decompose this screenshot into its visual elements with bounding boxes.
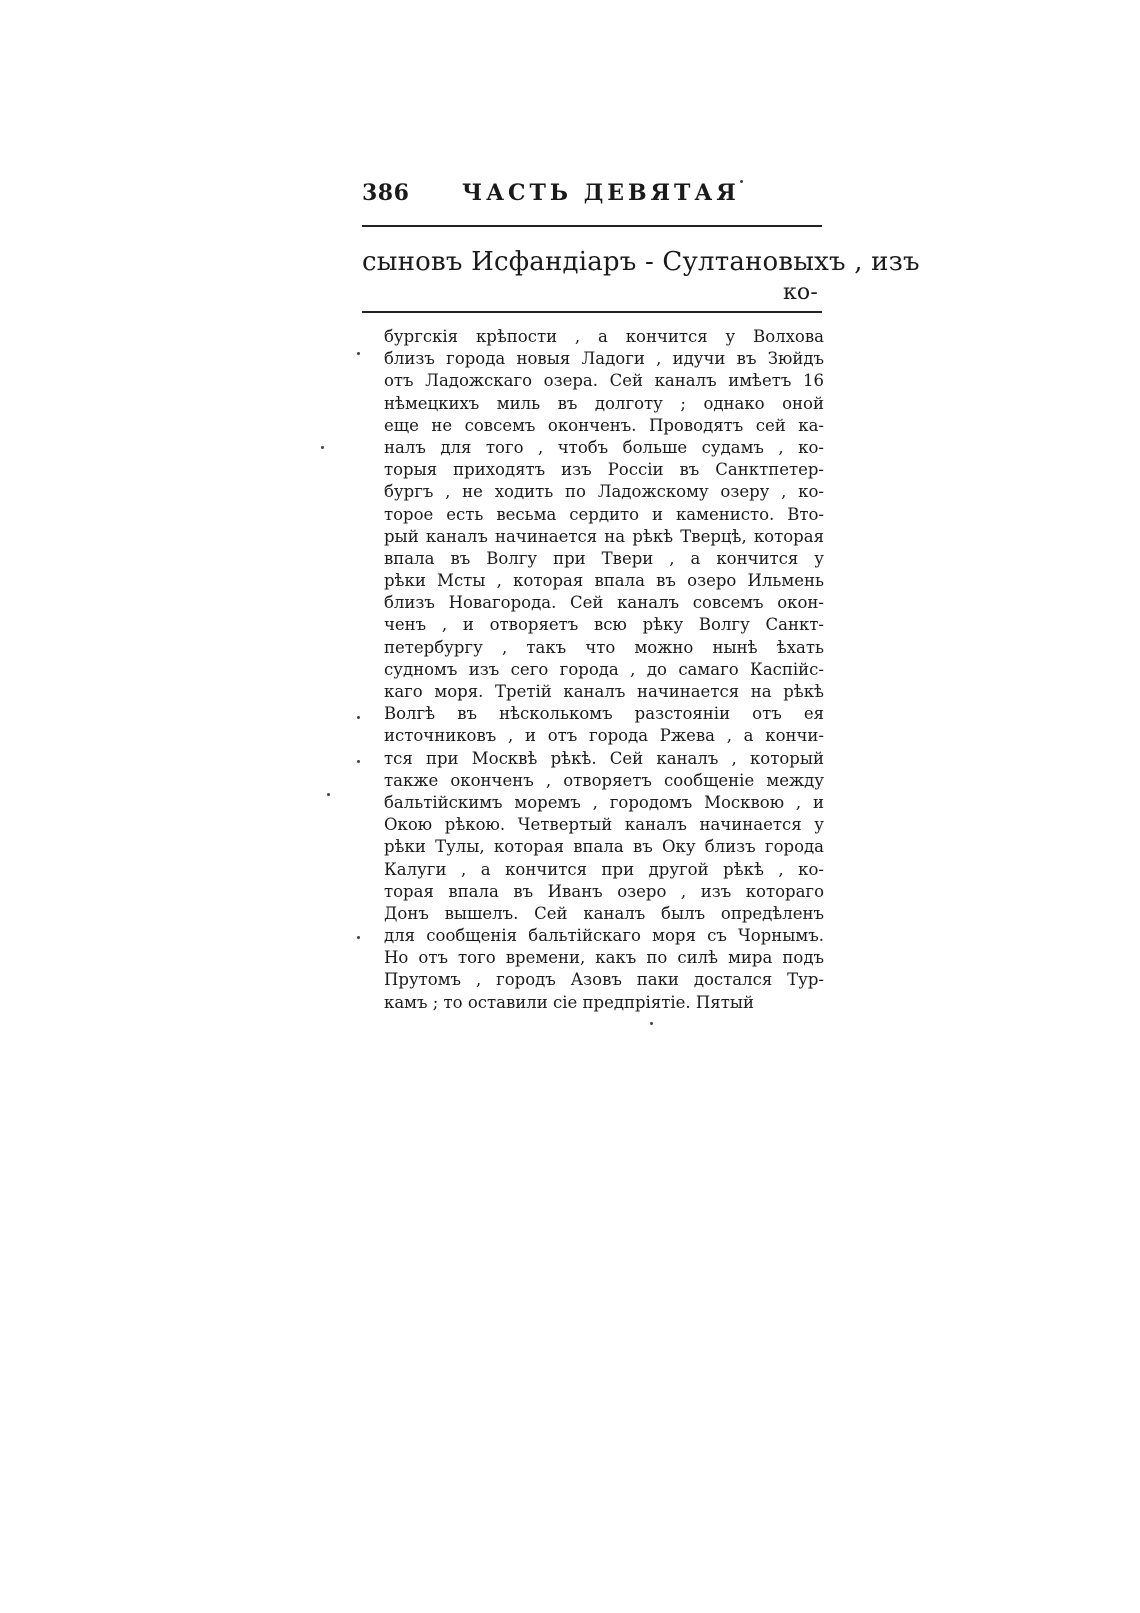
- catchwords-block: [362, 246, 920, 308]
- text-line: торыя приходятъ изъ Россіи въ Санктпетер-: [384, 460, 824, 480]
- text-line: бальтійскимъ моремъ , городомъ Москвою , и: [384, 792, 824, 812]
- text-line: Калуги , а кончится при другой рѣкѣ , ко-: [384, 859, 824, 879]
- divider-rule: [362, 311, 822, 313]
- text-line: рѣки Мсты , которая впала въ озеро Ильмень: [384, 571, 824, 591]
- text-line: источниковъ , и отъ города Ржева , а кончи-: [384, 726, 824, 746]
- text-line: Прутомъ , городъ Азовъ паки достался Тур-: [384, 970, 824, 990]
- header-rule: [362, 225, 822, 227]
- text-line: бургскія крѣпости , а кончится у Волхова: [384, 327, 824, 346]
- text-line: близъ Новагорода. Сей каналъ совсемъ окон-: [384, 593, 824, 613]
- text-line: нѣмецкихъ миль въ долготу ; однако оной: [384, 393, 824, 413]
- margin-speck: [357, 716, 360, 719]
- catchword-line: сыновъ Исфандіаръ - Султановыхъ , изъ: [362, 247, 920, 277]
- running-head: [362, 180, 822, 216]
- margin-speck: [357, 936, 360, 939]
- margin-speck: [357, 760, 360, 763]
- text-line: для сообщенія бальтійскаго моря съ Чорнымъ.: [384, 926, 824, 946]
- text-line: Волгѣ въ нѣсколькомъ разстояніи отъ ея: [384, 704, 824, 724]
- text-line: ченъ , и отворяетъ всю рѣку Волгу Санкт-: [384, 615, 824, 635]
- text-line: близъ города новыя Ладоги , идучи въ Зюйдъ: [384, 349, 824, 369]
- margin-speck: [650, 1022, 653, 1025]
- text-line: еще не совсемъ оконченъ. Проводятъ сей ка-: [384, 415, 824, 435]
- text-line: Но отъ того времени, какъ по силѣ мира подъ: [384, 948, 824, 968]
- text-line: Донъ вышелъ. Сей каналъ былъ опредѣленъ: [384, 903, 824, 923]
- body-text: [384, 326, 824, 1014]
- text-line: налъ для того , чтобъ больше судамъ , ко-: [384, 437, 824, 457]
- margin-speck: [327, 793, 330, 796]
- text-line: торая впала въ Иванъ озеро , изъ котораго: [384, 881, 824, 901]
- catchword-line: ко-: [782, 280, 818, 305]
- text-line: рѣки Тулы, которая впала въ Оку близъ города: [384, 837, 824, 857]
- text-line: судномъ изъ сего города , до самаго Каспійс-: [384, 659, 824, 679]
- section-title: ЧАСТЬ ДЕВЯТАЯ: [462, 180, 740, 206]
- margin-speck: [321, 446, 324, 449]
- text-line: каго моря. Третій каналъ начинается на рѣкѣ: [384, 682, 824, 701]
- text-line: рый каналъ начинается на рѣкѣ Тверцѣ, которая: [384, 526, 824, 546]
- text-line: также оконченъ , отворяетъ сообщеніе между: [384, 770, 824, 790]
- text-line: отъ Ладожскаго озера. Сей каналъ имѣетъ 16: [384, 371, 824, 391]
- text-line: бургъ , не ходить по Ладожскому озеру , ко-: [384, 482, 824, 502]
- margin-speck: [740, 180, 743, 183]
- page-number: 386: [362, 180, 410, 206]
- text-line: впала въ Волгу при Твери , а кончится у: [384, 548, 824, 568]
- text-line: камъ ; то оставили сіе предпріятіе. Пятый: [384, 992, 754, 1012]
- text-line: Окою рѣкою. Четвертый каналъ начинается у: [384, 815, 824, 835]
- margin-speck: [357, 352, 360, 355]
- text-line: петербургу , такъ что можно нынѣ ѣхать: [384, 637, 824, 657]
- text-line: торое есть весьма сердито и каменисто. Вто-: [384, 504, 824, 524]
- text-line: тся при Москвѣ рѣкѣ. Сей каналъ , который: [384, 748, 824, 768]
